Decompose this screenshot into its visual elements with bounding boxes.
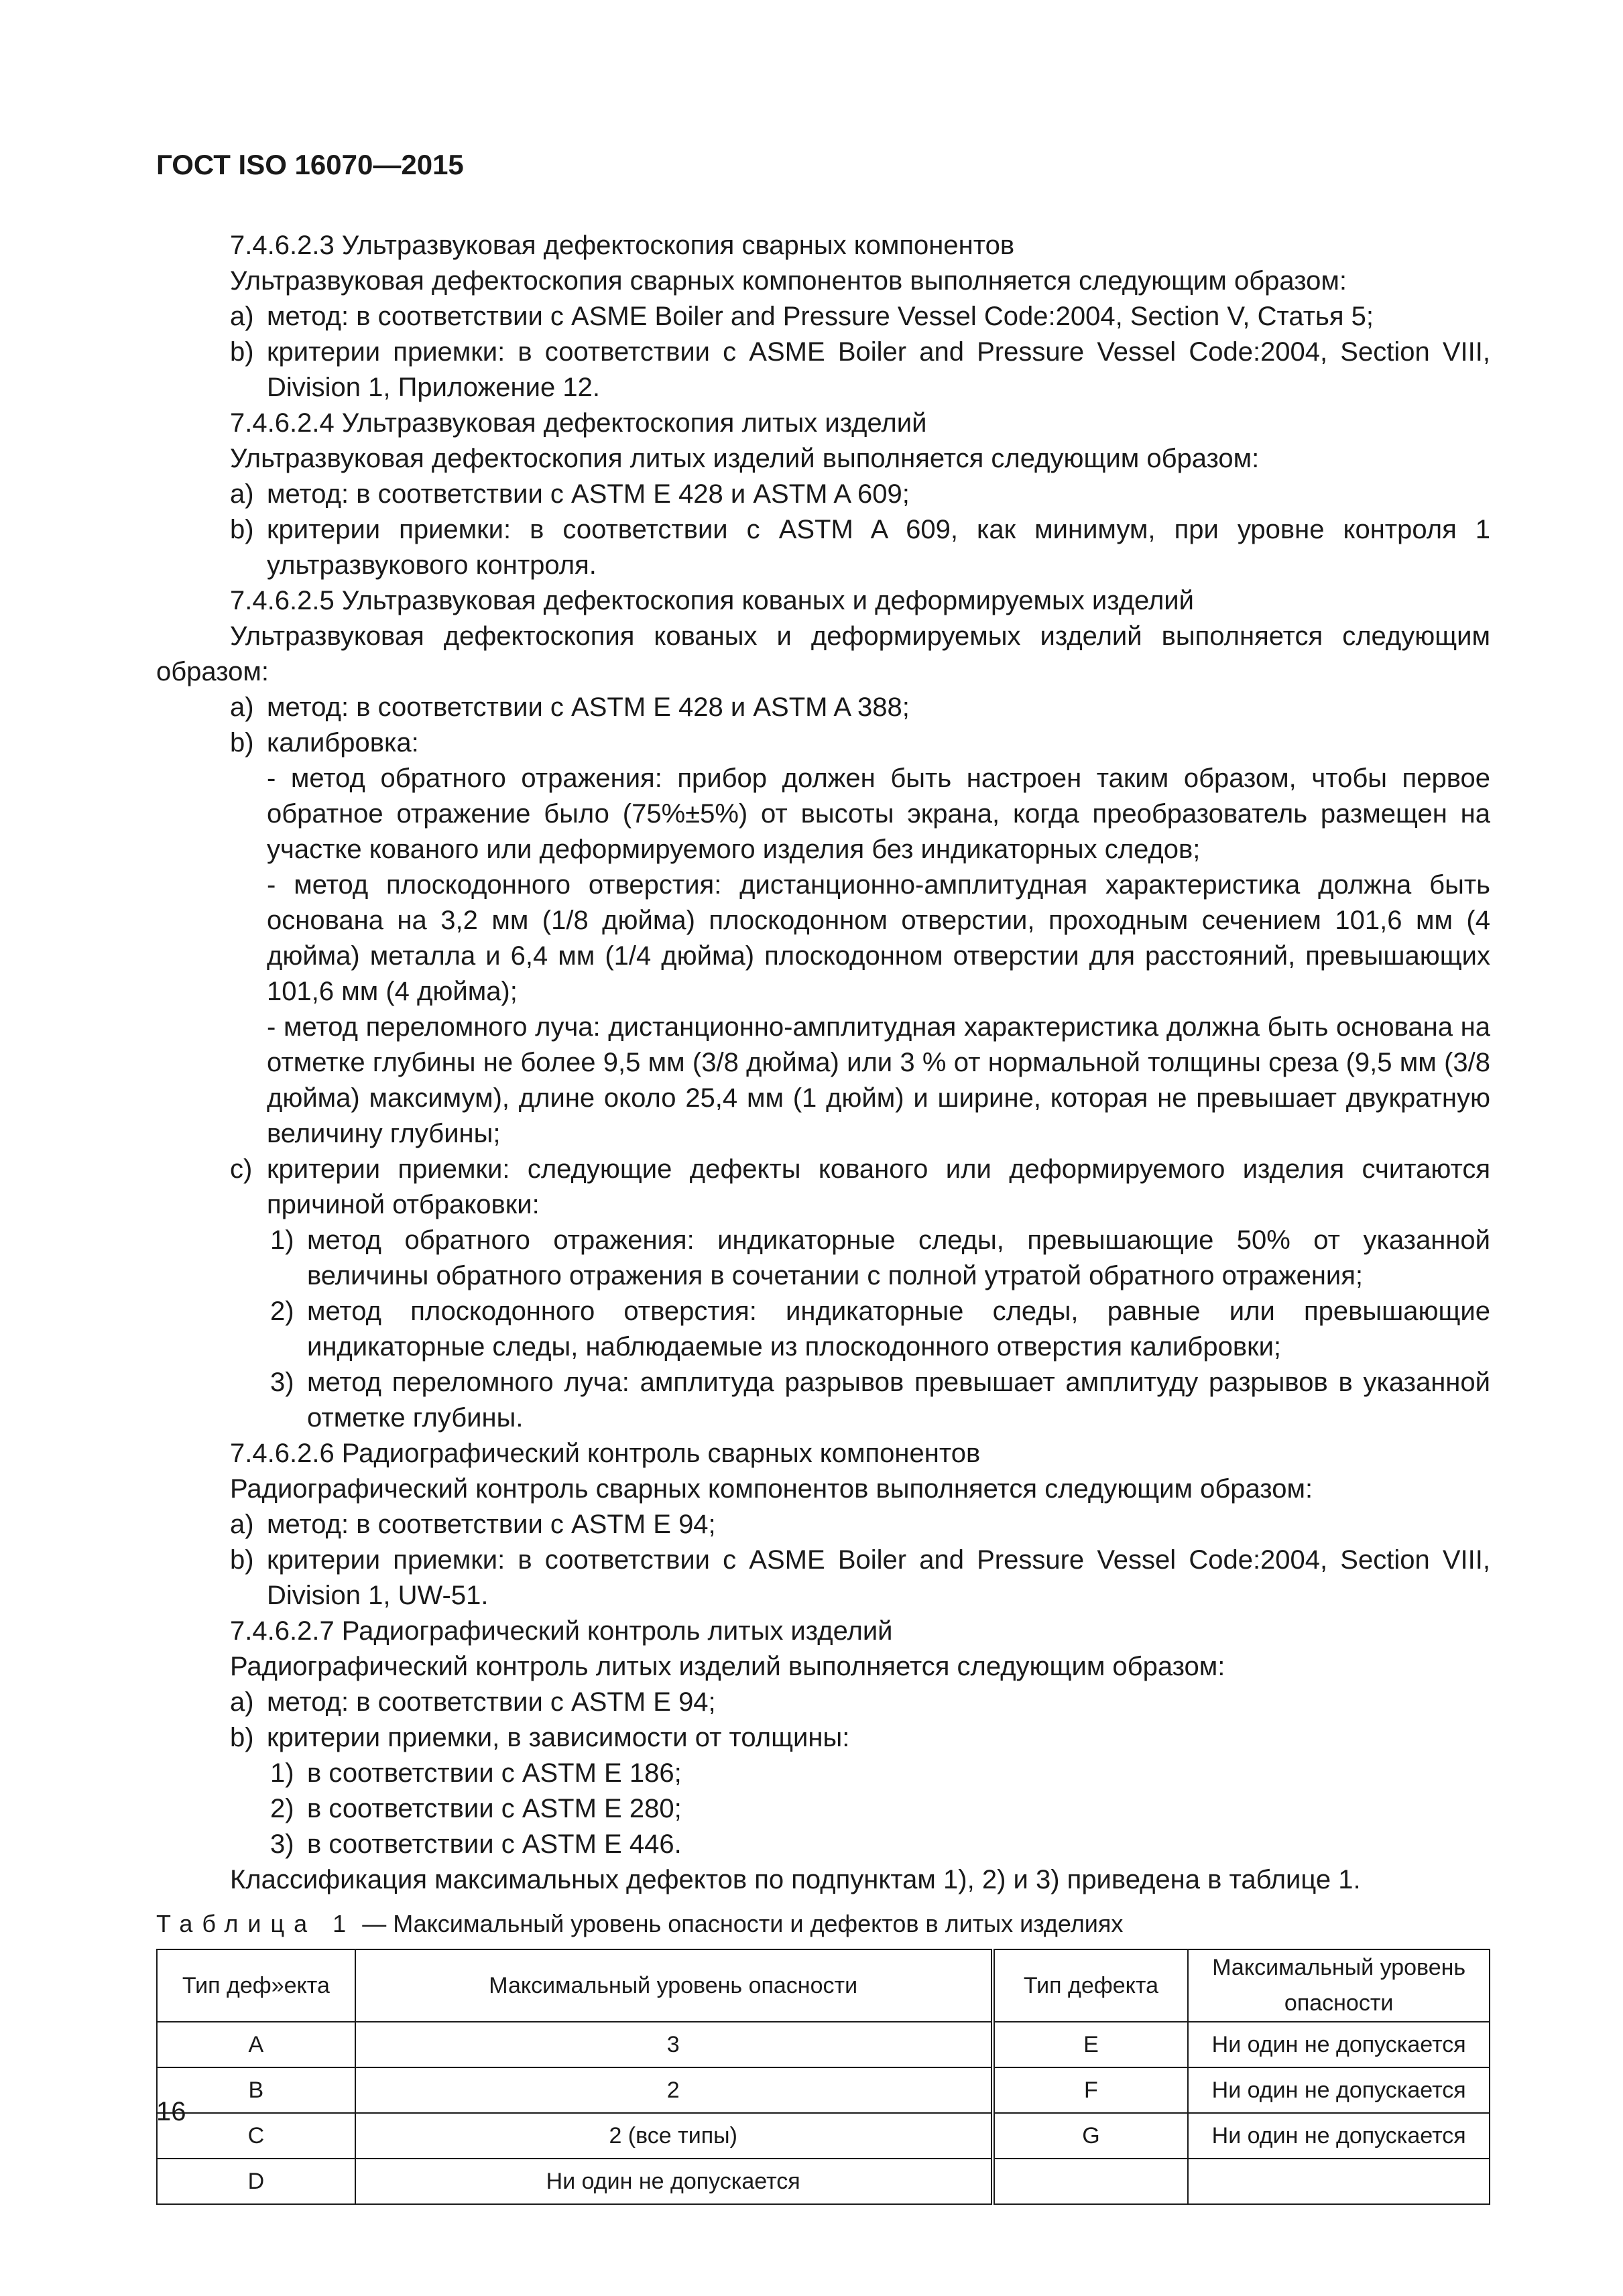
list-item (156, 1685, 1490, 1720)
table-header-cell: Максимальный уровень опасности (355, 1949, 993, 2022)
list-item-text: критерии приемки, в зависимости от толщины: (267, 1723, 850, 1752)
list-marker: a) (230, 692, 254, 722)
table-cell: 2 (все типы) (355, 2113, 993, 2159)
list-item-text: метод: в соответствии с ASTM E 94; (267, 1687, 716, 1717)
list-marker: a) (230, 302, 254, 331)
defect-table (156, 1949, 1490, 2205)
sub-list-item (156, 1791, 1490, 1827)
list-item (156, 1720, 1490, 1756)
list-item-text: метод: в соответствии с ASME Boiler and Pressure Vessel Code:2004, Section V, Статья 5; (267, 302, 1374, 331)
list-item (156, 335, 1490, 406)
table-cell: E (993, 2022, 1189, 2067)
sub-list-item (156, 1223, 1490, 1294)
section-title: 7.4.6.2.6 Радиографический контроль сварных компонентов (230, 1439, 981, 1468)
list-marker: a) (230, 479, 254, 509)
list-marker: b) (230, 515, 254, 544)
table-row (157, 2113, 1490, 2159)
document-header: ГОСТ ISO 16070—2015 (156, 149, 464, 180)
table-cell: Ни один не допускается (1188, 2067, 1490, 2113)
table-cell: Ни один не допускается (355, 2159, 993, 2204)
table-cell: 2 (355, 2067, 993, 2113)
section-title: 7.4.6.2.3 Ультразвуковая дефектоскопия сварных компонентов (230, 231, 1015, 260)
table-header-cell: Тип деф»екта (157, 1949, 355, 2022)
sub-list-item (156, 1756, 1490, 1791)
paragraph (156, 619, 1490, 690)
list-marker: b) (230, 728, 254, 758)
list-item (156, 1543, 1490, 1614)
paragraph-text: Ультразвуковая дефектоскопия кованых и деформируемых изделий выполняется следующим образом: (156, 621, 1490, 686)
table-header-cell: Максимальный уровень опасности (1188, 1949, 1490, 2022)
list-item-text: в соответствии с ASTM E 280; (307, 1794, 682, 1823)
list-marker: b) (230, 1723, 254, 1752)
list-item (156, 1507, 1490, 1543)
list-item (156, 512, 1490, 583)
list-item (156, 725, 1490, 761)
list-item-text: метод: в соответствии с ASTM E 94; (267, 1510, 716, 1539)
list-item-text: калибровка: (267, 728, 419, 758)
list-item-text: метод: в соответствии с ASTM E 428 и ASTM A 609; (267, 479, 910, 509)
dash-item: - метод переломного луча: дистанционно-амплитудная характеристика должна быть основана на отметке глубины не более 9,5 мм (3/8 дюйма) или 3 % от нормальной толщины среза (9,5 мм (3/8 дюйма) максимум), длине около 25,4 мм (1 дюйм) и ширине, которая не превышает двукратную величину глубины; (267, 1012, 1490, 1148)
list-item (156, 477, 1490, 512)
table-cell: B (157, 2067, 355, 2113)
sub-list-item (156, 1365, 1490, 1436)
table-caption-label: Таблица 1 (156, 1910, 356, 1937)
list-item-text: метод: в соответствии с ASTM E 428 и ASTM A 388; (267, 692, 910, 722)
table-cell (1188, 2159, 1490, 2204)
list-item (156, 299, 1490, 335)
paragraph: Ультразвуковая дефектоскопия литых изделий выполняется следующим образом: (230, 444, 1260, 473)
sub-list-item (156, 1294, 1490, 1365)
table-cell: Ни один не допускается (1188, 2022, 1490, 2067)
table-header-row (157, 1949, 1490, 2022)
list-marker: 3) (270, 1368, 294, 1397)
list-item-text: критерии приемки: в соответствии с ASTM A 609, как минимум, при уровне контроля 1 ультразвукового контроля. (267, 515, 1490, 580)
paragraph: Радиографический контроль сварных компонентов выполняется следующим образом: (230, 1474, 1313, 1504)
table-caption-text: — Максимальный уровень опасности и дефектов в литых изделиях (355, 1910, 1124, 1937)
dash-item: - метод плоскодонного отверстия: дистанционно-амплитудная характеристика должна быть основана на 3,2 мм (1/8 дюйма) плоскодонном отверстии, проходным сечением 101,6 мм (4 дюйма) металла и 6,4 мм (1/4 дюйма) плоскодонном отверстии для расстояний, превышающих 101,6 мм (4 дюйма); (267, 870, 1490, 1006)
list-marker: b) (230, 337, 254, 367)
list-marker: a) (230, 1687, 254, 1717)
list-marker: 2) (270, 1296, 294, 1326)
section-title: 7.4.6.2.4 Ультразвуковая дефектоскопия литых изделий (230, 408, 927, 438)
list-item (156, 690, 1490, 725)
list-item-text: в соответствии с ASTM E 446. (307, 1829, 682, 1859)
list-marker: 1) (270, 1225, 294, 1255)
list-item-text: критерии приемки: в соответствии с ASME Boiler and Pressure Vessel Code:2004, Section VIII, Division 1, Приложение 12. (267, 337, 1490, 402)
list-marker: 3) (270, 1829, 294, 1859)
list-item-text: метод плоскодонного отверстия: индикаторные следы, равные или превышающие индикаторные следы, наблюдаемые из плоскодонного отверстия калибровки; (307, 1296, 1490, 1362)
page-number: 16 (156, 2097, 186, 2126)
table-cell: D (157, 2159, 355, 2204)
table-cell: A (157, 2022, 355, 2067)
list-item-text: метод обратного отражения: индикаторные следы, превышающие 50% от указанной величины обратного отражения в сочетании с полной утратой обратного отражения; (307, 1225, 1490, 1290)
dash-item: - метод обратного отражения: прибор должен быть настроен таким образом, чтобы первое обратное отражение было (75%±5%) от высоты экрана, когда преобразователь размещен на участке кованого или деформируемого изделия без индикаторных следов; (267, 764, 1490, 864)
table-cell: 3 (355, 2022, 993, 2067)
list-marker: 1) (270, 1758, 294, 1788)
table-header-cell: Тип дефекта (993, 1949, 1189, 2022)
sub-list-item (156, 1827, 1490, 1862)
list-item-text: в соответствии с ASTM E 186; (307, 1758, 682, 1788)
section-title: 7.4.6.2.5 Ультразвуковая дефектоскопия кованых и деформируемых изделий (230, 586, 1194, 615)
table-cell: F (993, 2067, 1189, 2113)
section-title: 7.4.6.2.7 Радиографический контроль литых изделий (230, 1616, 893, 1646)
list-marker: c) (230, 1154, 253, 1184)
table-cell: Ни один не допускается (1188, 2113, 1490, 2159)
list-marker: b) (230, 1545, 254, 1575)
table-row (157, 2159, 1490, 2204)
document-body (156, 228, 1490, 2205)
list-item-text: критерии приемки: в соответствии с ASME Boiler and Pressure Vessel Code:2004, Section VIII, Division 1, UW-51. (267, 1545, 1490, 1610)
list-marker: 2) (270, 1794, 294, 1823)
paragraph: Радиографический контроль литых изделий выполняется следующим образом: (230, 1652, 1225, 1681)
table-row (157, 2067, 1490, 2113)
list-item-text: критерии приемки: следующие дефекты кованого или деформируемого изделия считаются причиной отбраковки: (267, 1154, 1490, 1219)
table-row (157, 2022, 1490, 2067)
table-cell: G (993, 2113, 1189, 2159)
table-cell: C (157, 2113, 355, 2159)
paragraph: Классификация максимальных дефектов по подпунктам 1), 2) и 3) приведена в таблице 1. (230, 1865, 1361, 1894)
list-marker: a) (230, 1510, 254, 1539)
table-caption (156, 1907, 1490, 1941)
table-cell (993, 2159, 1189, 2204)
paragraph: Ультразвуковая дефектоскопия сварных компонентов выполняется следующим образом: (230, 266, 1347, 296)
list-item-text: метод переломного луча: амплитуда разрывов превышает амплитуду разрывов в указанной отметке глубины. (307, 1368, 1490, 1433)
list-item (156, 1152, 1490, 1223)
